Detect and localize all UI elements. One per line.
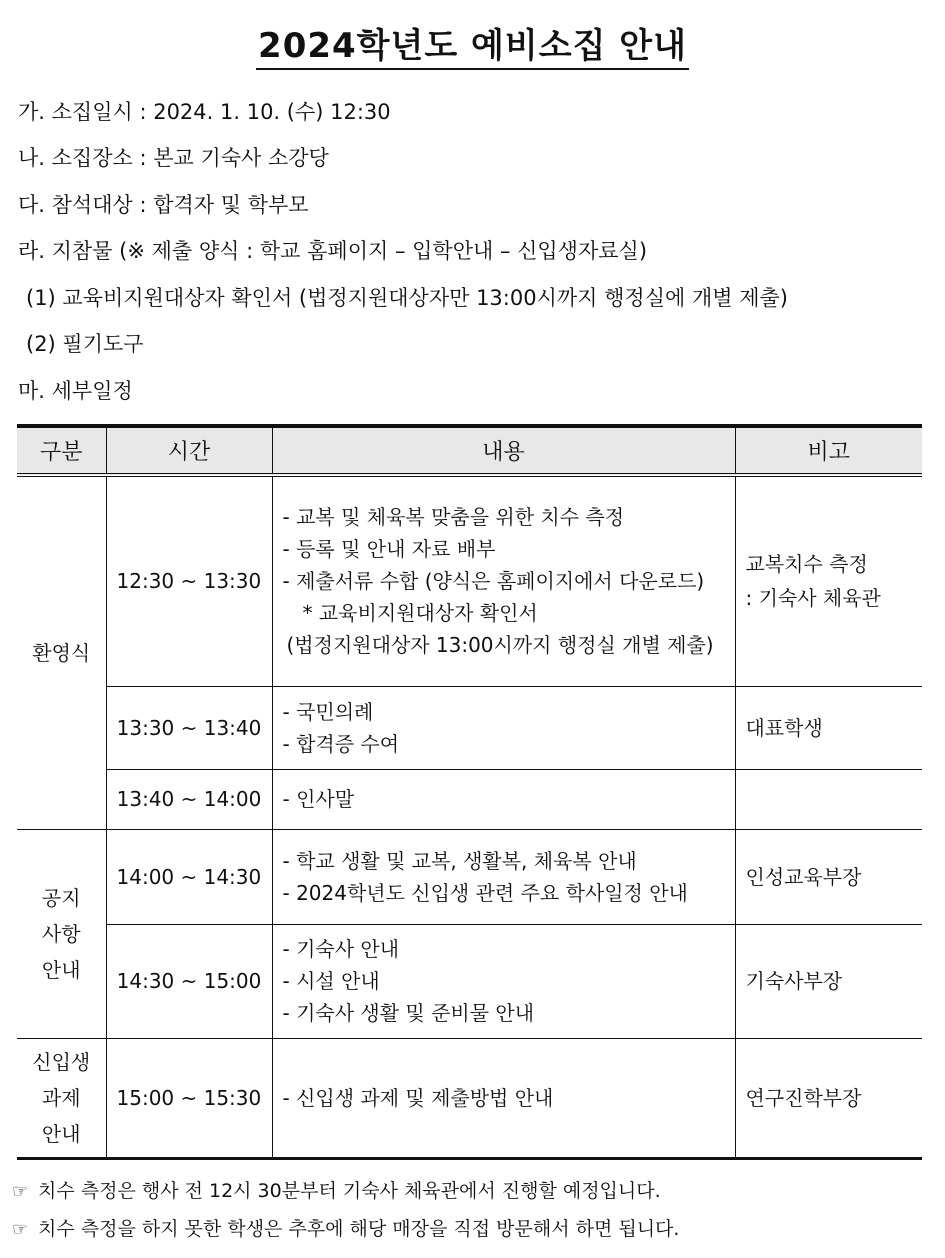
pointing-hand-icon: ☞ (12, 1219, 29, 1240)
time-cell: 13:40 ~ 14:00 (106, 769, 272, 829)
content-line: * 교육비지원대상자 확인서 (302, 601, 538, 626)
header-time: 시간 (106, 426, 272, 475)
time-cell: 13:30 ~ 13:40 (106, 686, 272, 769)
footnote-text: 치수 측정은 행사 전 12시 30분부터 기숙사 체육관에서 진행할 예정입니다. (38, 1180, 661, 1202)
table-row (17, 924, 922, 1038)
pointing-hand-icon: ☞ (12, 1181, 29, 1202)
group-label-welcome (17, 475, 106, 829)
schedule-table (17, 424, 922, 1160)
group-label-line: 과제 (41, 1085, 81, 1110)
content-line: - 합격증 수여 (282, 731, 400, 756)
content-line: - 학교 생활 및 교복, 생활복, 체육복 안내 (282, 848, 637, 873)
content-line: - 국민의례 (282, 699, 374, 724)
note-line: 교복치수 측정 (745, 552, 868, 577)
info-attendees: 다. 참석대상 : 합격자 및 학부모 (18, 193, 309, 217)
header-category: 구분 (17, 426, 106, 475)
document-title-text: 2024학년도 예비소집 안내 (256, 26, 689, 70)
content-cell (272, 829, 735, 924)
content-cell (272, 686, 735, 769)
info-schedule: 마. 세부일정 (18, 379, 133, 403)
note-line: : 기숙사 체육관 (745, 586, 881, 611)
content-line: - 시설 안내 (282, 969, 380, 993)
content-line: - 기숙사 생활 및 준비물 안내 (282, 1001, 535, 1025)
group-label-line: 공지 (41, 885, 81, 910)
note-cell (735, 769, 922, 829)
content-line: - 인사말 (282, 787, 355, 811)
content-cell (272, 475, 735, 686)
note-cell (735, 924, 922, 1038)
note-cell (735, 829, 922, 924)
content-line: - 제출서류 수합 (양식은 홈페이지에서 다운로드) (282, 569, 705, 594)
group-label-line: 환영식 (32, 640, 91, 665)
info-date: 가. 소집일시 : 2024. 1. 10. (수) 12:30 (18, 100, 391, 124)
content-line: - 신입생 과제 및 제출방법 안내 (282, 1085, 554, 1110)
footnote (12, 1176, 661, 1203)
table-row (17, 829, 922, 924)
table-row (17, 769, 922, 829)
header-note: 비고 (735, 426, 922, 475)
table-row (17, 1038, 922, 1158)
table-row (17, 475, 922, 686)
content-line: - 등록 및 안내 자료 배부 (282, 537, 496, 562)
note-line: 연구진학부장 (745, 1085, 862, 1110)
content-line: - 2024학년도 신입생 관련 주요 학사일정 안내 (282, 880, 688, 905)
time-cell: 14:30 ~ 15:00 (106, 924, 272, 1038)
content-cell (272, 1038, 735, 1158)
content-line: (법정지원대상자 13:00시까지 행정실 개별 제출) (286, 633, 714, 658)
info-item-1: (1) 교육비지원대상자 확인서 (법정지원대상자만 13:00시까지 행정실에 개별 제출) (26, 286, 788, 310)
time-cell: 15:00 ~ 15:30 (106, 1038, 272, 1158)
info-items: 라. 지참물 (※ 제출 양식 : 학교 홈페이지 – 입학안내 – 신입생자료실) (18, 239, 648, 263)
content-cell (272, 924, 735, 1038)
group-label-line: 사항 (41, 921, 81, 946)
content-line: - 기숙사 안내 (282, 937, 400, 961)
footnote-text: 치수 측정을 하지 못한 학생은 추후에 해당 매장을 직접 방문해서 하면 됩니다. (38, 1218, 680, 1240)
note-line: 인성교육부장 (745, 864, 862, 889)
group-label-notice (17, 829, 106, 1038)
note-line: 기숙사부장 (745, 969, 843, 993)
info-item-2: (2) 필기도구 (26, 332, 144, 356)
header-content: 내용 (272, 426, 735, 475)
document-title (0, 18, 945, 67)
time-cell: 12:30 ~ 13:30 (106, 475, 272, 686)
group-label-assignment (17, 1038, 106, 1158)
note-cell (735, 686, 922, 769)
note-cell (735, 475, 922, 686)
table-row (17, 686, 922, 769)
note-line: 대표학생 (745, 715, 823, 740)
group-label-line: 안내 (41, 957, 81, 982)
info-place: 나. 소집장소 : 본교 기숙사 소강당 (18, 146, 329, 170)
note-cell (735, 1038, 922, 1158)
time-cell: 14:00 ~ 14:30 (106, 829, 272, 924)
content-cell (272, 769, 735, 829)
group-label-line: 신입생 (32, 1049, 91, 1074)
group-label-line: 안내 (41, 1121, 81, 1146)
table-header-row (17, 426, 922, 475)
footnote (12, 1214, 679, 1241)
content-line: - 교복 및 체육복 맞춤을 위한 치수 측정 (282, 505, 625, 530)
